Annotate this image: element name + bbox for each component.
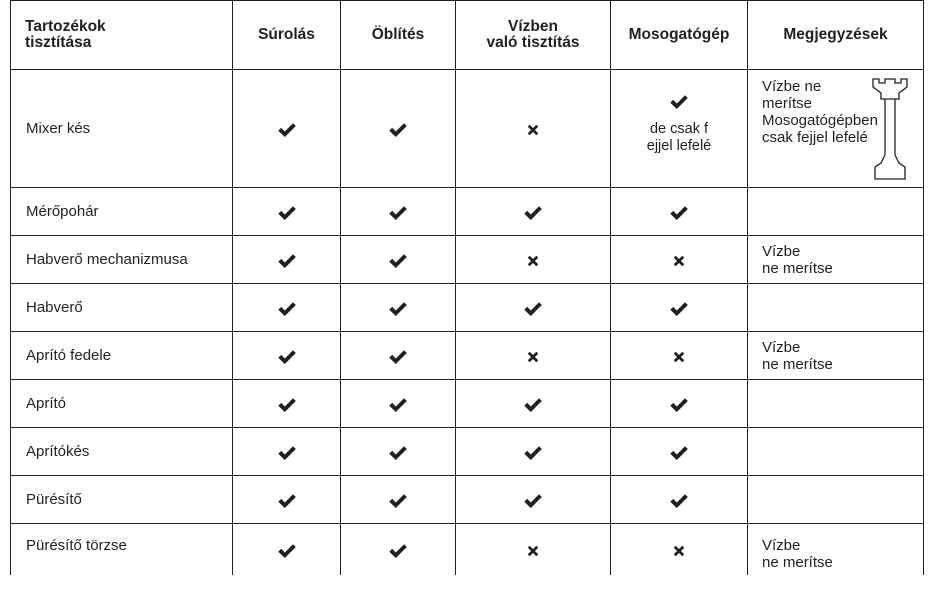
accessory-name-text: Mixer kés (26, 120, 91, 137)
accessory-name-text: Habverő mechanizmusa (26, 251, 188, 268)
accessory-name (11, 380, 233, 428)
rinsing-cell (341, 70, 456, 188)
check-icon (668, 394, 690, 416)
table-row (11, 284, 924, 332)
check-icon (668, 202, 690, 224)
check-icon (276, 394, 298, 416)
accessory-name (11, 428, 233, 476)
accessory-name-text: Pürésítő törzse (26, 537, 127, 554)
cross-icon (670, 542, 688, 560)
table-row (11, 188, 924, 236)
header-row (11, 1, 924, 70)
cleaning-table (10, 0, 924, 575)
check-icon (276, 346, 298, 368)
accessory-name (11, 70, 233, 188)
cross-icon (670, 348, 688, 366)
check-icon (387, 540, 409, 562)
check-icon (668, 298, 690, 320)
accessory-name (11, 236, 233, 284)
accessory-name-text: Habverő (26, 299, 83, 316)
cross-icon (524, 121, 542, 139)
note-text (762, 243, 923, 277)
check-icon (668, 490, 690, 512)
check-icon (276, 119, 298, 141)
water-cleaning-cell (456, 524, 611, 576)
check-icon (276, 298, 298, 320)
table-row (11, 428, 924, 476)
check-icon (387, 298, 409, 320)
table-row (11, 236, 924, 284)
water-cleaning-cell (456, 188, 611, 236)
rinsing-cell (341, 236, 456, 284)
note-line: csak fejjel lefelé (762, 129, 868, 146)
note-text (762, 537, 923, 571)
check-icon (522, 394, 544, 416)
notes-cell (748, 476, 924, 524)
check-icon (387, 490, 409, 512)
water-cleaning-cell (456, 476, 611, 524)
note-line: ne merítse (762, 259, 833, 277)
check-icon (522, 490, 544, 512)
cross-icon (524, 252, 542, 270)
check-icon (387, 394, 409, 416)
scrubbing-cell (233, 284, 341, 332)
check-icon (276, 442, 298, 464)
scrubbing-cell (233, 236, 341, 284)
water-cleaning-cell (456, 428, 611, 476)
notes-cell (748, 70, 924, 188)
note-line: ne merítse (762, 355, 833, 373)
notes-cell (748, 428, 924, 476)
cross-icon (524, 542, 542, 560)
blender-shaft-icon (871, 77, 909, 181)
rinsing-cell (341, 284, 456, 332)
accessory-name-text: Aprító (26, 395, 67, 412)
accessory-name-text: Mérőpohár (26, 203, 99, 220)
rinsing-cell (341, 476, 456, 524)
accessory-name-text: Aprítókés (26, 443, 90, 460)
note-text (762, 339, 923, 373)
table-row (11, 332, 924, 380)
check-icon (276, 250, 298, 272)
scrubbing-cell (233, 428, 341, 476)
notes-cell (748, 236, 924, 284)
scrubbing-cell (233, 332, 341, 380)
accessory-name (11, 284, 233, 332)
header-water-cleaning (456, 1, 611, 70)
dishwasher-cell (611, 524, 748, 576)
table-row (11, 70, 924, 188)
note-line: Mosogatógépben (762, 112, 878, 129)
check-icon (668, 442, 690, 464)
check-icon (387, 119, 409, 141)
header-accessories-line-2: tisztítása (25, 34, 92, 51)
dishwasher-condition-text (647, 121, 712, 155)
check-icon (276, 490, 298, 512)
table-row (11, 476, 924, 524)
check-icon (522, 442, 544, 464)
check-icon (276, 202, 298, 224)
note-line: Vízbe ne (762, 78, 822, 95)
notes-cell (748, 284, 924, 332)
rinsing-cell (341, 428, 456, 476)
check-icon (387, 442, 409, 464)
accessory-name-text: Pürésítő (26, 491, 82, 508)
accessory-name-text: Aprító fedele (26, 347, 112, 364)
accessory-name (11, 476, 233, 524)
note-line: Vízbe (762, 536, 801, 554)
scrubbing-cell (233, 524, 341, 576)
dishwasher-cell (611, 380, 748, 428)
note-line: ne merítse (762, 553, 833, 571)
header-notes: Megjegyzések (748, 1, 924, 70)
dishwasher-cell (611, 332, 748, 380)
dishwasher-cell (611, 428, 748, 476)
notes-cell (748, 380, 924, 428)
check-icon (387, 346, 409, 368)
scrubbing-cell (233, 380, 341, 428)
water-cleaning-cell (456, 284, 611, 332)
notes-cell (748, 188, 924, 236)
header-scrubbing: Súrolás (233, 1, 341, 70)
water-cleaning-cell (456, 70, 611, 188)
water-cleaning-cell (456, 332, 611, 380)
notes-cell (748, 332, 924, 380)
condition-line: de csak f (649, 120, 709, 137)
header-accessories-line-1: Tartozékok (25, 18, 106, 35)
scrubbing-cell (233, 188, 341, 236)
dishwasher-cell (611, 236, 748, 284)
table-row (11, 380, 924, 428)
dishwasher-cell (611, 188, 748, 236)
dishwasher-cell (611, 70, 748, 188)
dishwasher-cell (611, 284, 748, 332)
table-row (11, 524, 924, 576)
water-cleaning-cell (456, 380, 611, 428)
condition-line: ejjel lefelé (646, 137, 712, 154)
check-icon (522, 202, 544, 224)
rinsing-cell (341, 188, 456, 236)
accessory-name (11, 524, 233, 576)
water-cleaning-cell (456, 236, 611, 284)
notes-cell (748, 524, 924, 576)
accessory-name (11, 188, 233, 236)
dishwasher-condition (611, 91, 747, 155)
header-water-cleaning-line-2: való tisztítás (486, 34, 580, 51)
dishwasher-cell (611, 476, 748, 524)
note-line: Vízbe (762, 338, 801, 356)
check-icon (387, 202, 409, 224)
check-icon (522, 298, 544, 320)
rinsing-cell (341, 332, 456, 380)
header-accessories (11, 1, 233, 70)
check-icon (387, 250, 409, 272)
note-line: merítse (762, 95, 813, 112)
rinsing-cell (341, 524, 456, 576)
rinsing-cell (341, 380, 456, 428)
cross-icon (524, 348, 542, 366)
accessory-name (11, 332, 233, 380)
scrubbing-cell (233, 476, 341, 524)
note-line: Vízbe (762, 242, 801, 260)
scrubbing-cell (233, 70, 341, 188)
header-rinsing: Öblítés (341, 1, 456, 70)
cross-icon (670, 252, 688, 270)
cleaning-table-container (10, 0, 923, 575)
header-dishwasher: Mosogatógép (611, 1, 748, 70)
check-icon (276, 540, 298, 562)
header-water-cleaning-line-1: Vízben (508, 18, 558, 35)
check-icon (668, 91, 690, 113)
